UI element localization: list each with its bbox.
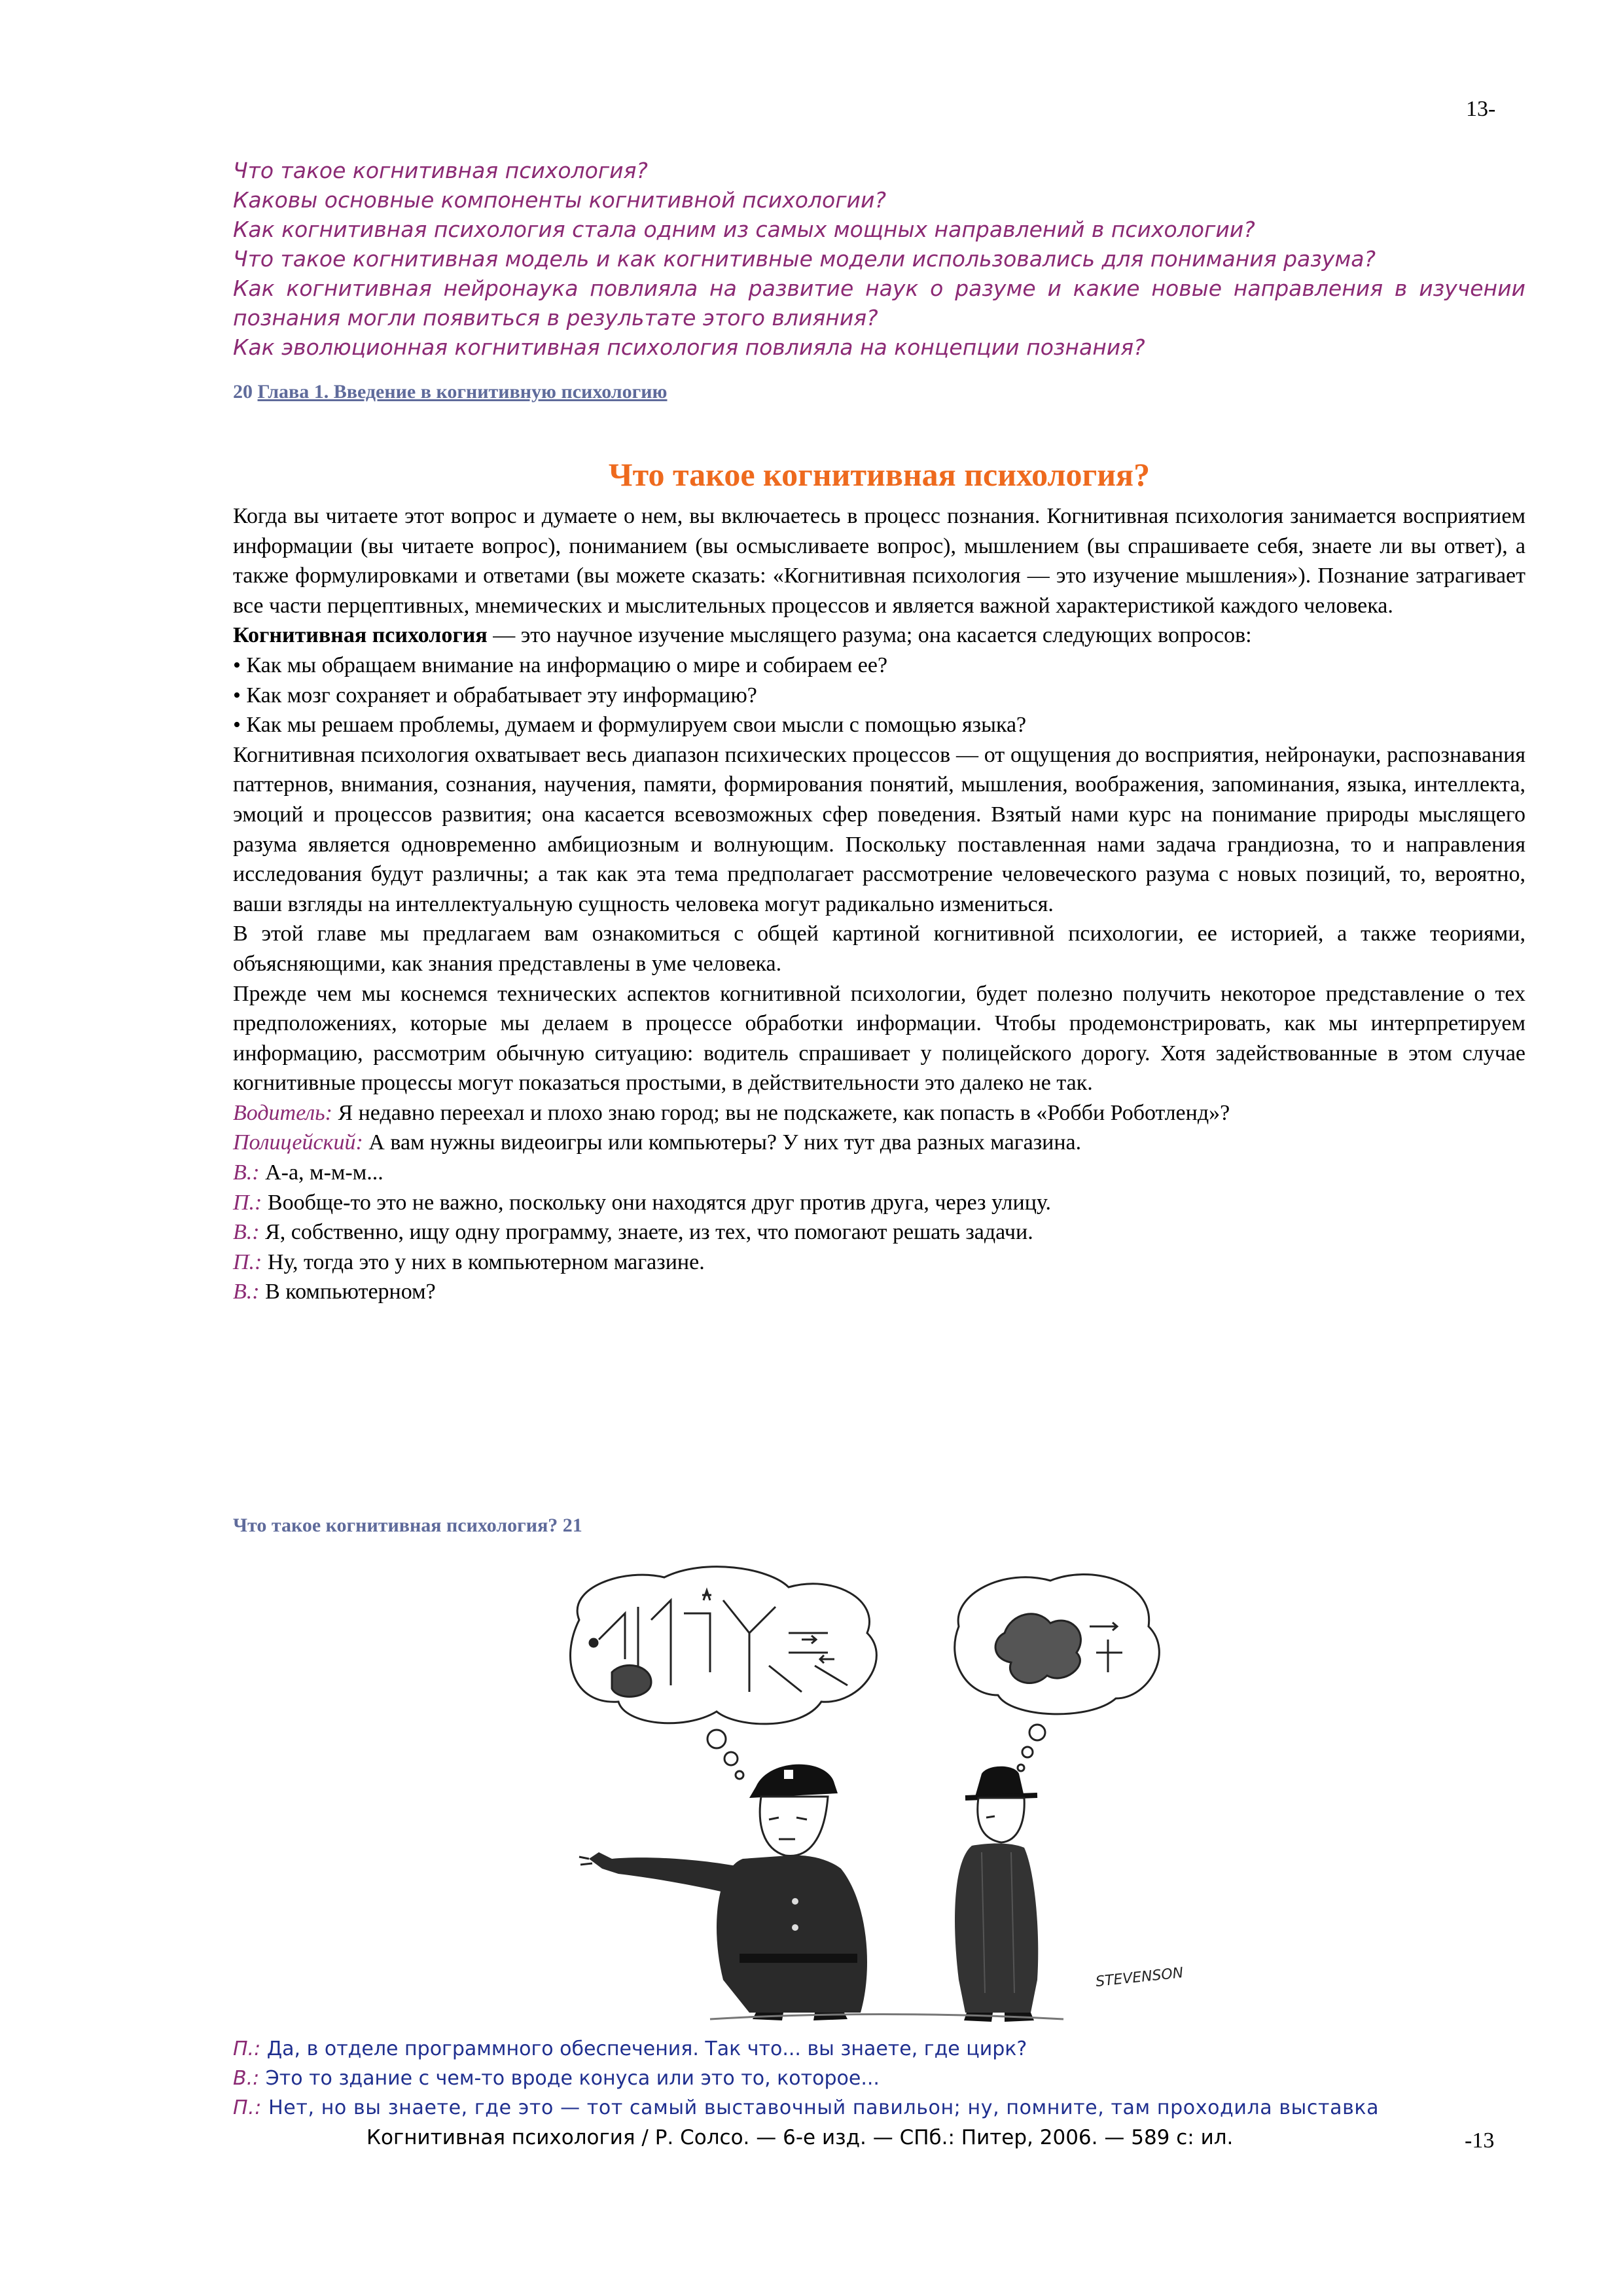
driver-figure — [955, 1767, 1038, 2022]
dialog-text: Я, собственно, ищу одну программу, знаете, из тех, что помогают решать задачи. — [259, 1220, 1033, 1245]
paragraph: В этой главе мы предлагаем вам ознакомиться с общей картиной когнитивной психологии, ее историей, а также теориями, объясняющими, как знания представлены в уме человека. — [233, 922, 1525, 976]
dialog-line — [233, 2064, 1525, 2093]
question-item: Как когнитивная нейронаука повлияла на развитие наук о разуме и какие новые направления в изучении познания могли появиться в результате этого влияния? — [233, 276, 1525, 331]
question-item: Как когнитивная психология стала одним из самых мощных направлений в психологии? — [233, 217, 1255, 242]
dialog-text: В компьютерном? — [259, 1280, 436, 1304]
dialog-line — [233, 2034, 1525, 2064]
definition-text: — это научное изучение мыслящего разума; она касается следующих вопросов: — [487, 623, 1252, 648]
cartoon-signature: STEVENSON — [1095, 1965, 1185, 1990]
dialog-line — [233, 1158, 1525, 1188]
dialog-text: А вам нужны видеоигры или компьютеры? У них тут два разных магазина. — [363, 1130, 1082, 1155]
chapter-questions — [233, 156, 1525, 362]
paragraph: Когда вы читаете этот вопрос и думаете о нем, вы включаетесь в процесс познания. Когнитивная психология занимается восприятием информации (вы читаете вопрос), пониманием (вы осмысливаете вопрос), мышлением (вы спрашиваете себя, знаете ли вы ответ), а также формулировками и ответами (вы можете сказать: «Когнитивная психология — это изучение мышления»). Познание затрагивает все части перцептивных, мнемических и мыслительных процессов и является важной характеристикой каждого человека. — [233, 504, 1525, 618]
dialog-text: Я недавно переехал и плохо знаю город; вы не подскажете, как попасть в «Робби Роботленд»? — [332, 1100, 1230, 1125]
dialog-line — [233, 1188, 1525, 1218]
policeman-figure — [579, 1765, 867, 2020]
definition-paragraph — [233, 620, 1525, 651]
dialog-text: Да, в отделе программного обеспечения. Так что... вы знаете, где цирк? — [260, 2037, 1027, 2060]
bullet-item: • Как мозг сохраняет и обрабатывает эту информацию? — [233, 683, 757, 708]
dialog-text: Это то здание с чем-то вроде конуса или это то, которое... — [259, 2067, 880, 2090]
body-text — [233, 501, 1525, 1307]
dialog-speaker: В.: — [233, 1220, 260, 1245]
question-item: Что такое когнитивная модель и как когнитивные модели использовались для понимания разума? — [233, 246, 1376, 272]
dialog-line — [233, 1128, 1525, 1158]
dialog-line — [233, 1277, 1525, 1307]
page-number-top: 13- — [1466, 97, 1496, 121]
dialog-speaker: В.: — [233, 2067, 260, 2090]
dialog-line — [233, 2093, 1525, 2123]
dialog-speaker: В.: — [233, 1280, 260, 1304]
question-item: Что такое когнитивная психология? — [233, 158, 648, 183]
paragraph: Когнитивная психология охватывает весь диапазон психических процессов — от ощущения до восприятия, нейронауки, распознавания паттернов, внимания, сознания, научения, памяти, формирования понятий, мышления, воображения, запоминания, языка, интеллекта, эмоций и процессов развития; она касается всевозможных сфер поведения. Взятый нами курс на понимание природы мыслящего разума является одновременно амбициозным и волнующим. Поскольку поставленная нами задача грандиозна, то и направления исследования будут различны; а так как эта тема предполагает рассмотрение человеческого разума с новых позиций, то, вероятно, ваши взгляды на интеллектуальную сущность человека могут радикально измениться. — [233, 742, 1525, 916]
dialog-text: А-а, м-м-м... — [259, 1160, 383, 1185]
question-item: Каковы основные компоненты когнитивной психологии? — [233, 187, 886, 213]
running-head-top — [233, 381, 667, 403]
dialog-speaker: П.: — [233, 2096, 262, 2119]
dialog-line — [233, 1098, 1525, 1128]
dialog-speaker: В.: — [233, 1160, 260, 1185]
dialog-continued — [233, 2034, 1525, 2123]
dialog-line — [233, 1217, 1525, 1247]
cartoon-illustration — [553, 1561, 1207, 2029]
dialog-speaker: Водитель: — [233, 1100, 332, 1125]
dialog-speaker: П.: — [233, 2037, 261, 2060]
policeman-thought-bubble — [571, 1567, 877, 1724]
paragraph: Прежде чем мы коснемся технических аспектов когнитивной психологии, будет полезно получить некоторое представление о тех предположениях, которые мы делаем в процессе обработки информации. Чтобы продемонстрировать, как мы интерпретируем информацию, рассмотрим обычную ситуацию: водитель спрашивает у полицейского дорогу. Хотя задействованные в этом случае когнитивные процессы могут показаться простыми, в действительности это далеко не так. — [233, 981, 1525, 1096]
dialog-text: Ну, тогда это у них в компьютерном магазине. — [262, 1249, 705, 1274]
running-head-bottom: Что такое когнитивная психология? 21 — [233, 1515, 582, 1536]
chapter-link[interactable]: Глава 1. Введение в когнитивную психологию — [257, 381, 668, 403]
dialog-speaker: Полицейский: — [233, 1130, 363, 1155]
bullet-item: • Как мы обращаем внимание на информацию о мире и собираем ее? — [233, 653, 888, 677]
page-number-bottom: -13 — [1465, 2128, 1495, 2153]
running-head-page-number: 20 — [233, 381, 253, 403]
dialog-speaker: П.: — [233, 1249, 262, 1274]
dialog-text: Нет, но вы знаете, где это — тот самый выставочный павильон; ну, помните, там проходила выставка — [262, 2096, 1380, 2119]
dialog-line — [233, 1247, 1525, 1278]
question-item: Как эволюционная когнитивная психология повлияла на концепции познания? — [233, 334, 1145, 360]
footer-citation: Когнитивная психология / Р. Солсо. — 6-е изд. — СПб.: Питер, 2006. — 589 с: ил. — [366, 2126, 1234, 2149]
section-title: Что такое когнитивная психология? — [608, 456, 1150, 493]
dialog-text: Вообще-то это не важно, поскольку они находятся друг против друга, через улицу. — [262, 1190, 1051, 1215]
bullet-item: • Как мы решаем проблемы, думаем и формулируем свои мысли с помощью языка? — [233, 713, 1027, 738]
dialog-speaker: П.: — [233, 1190, 262, 1215]
definition-term: Когнитивная психология — [233, 623, 488, 648]
